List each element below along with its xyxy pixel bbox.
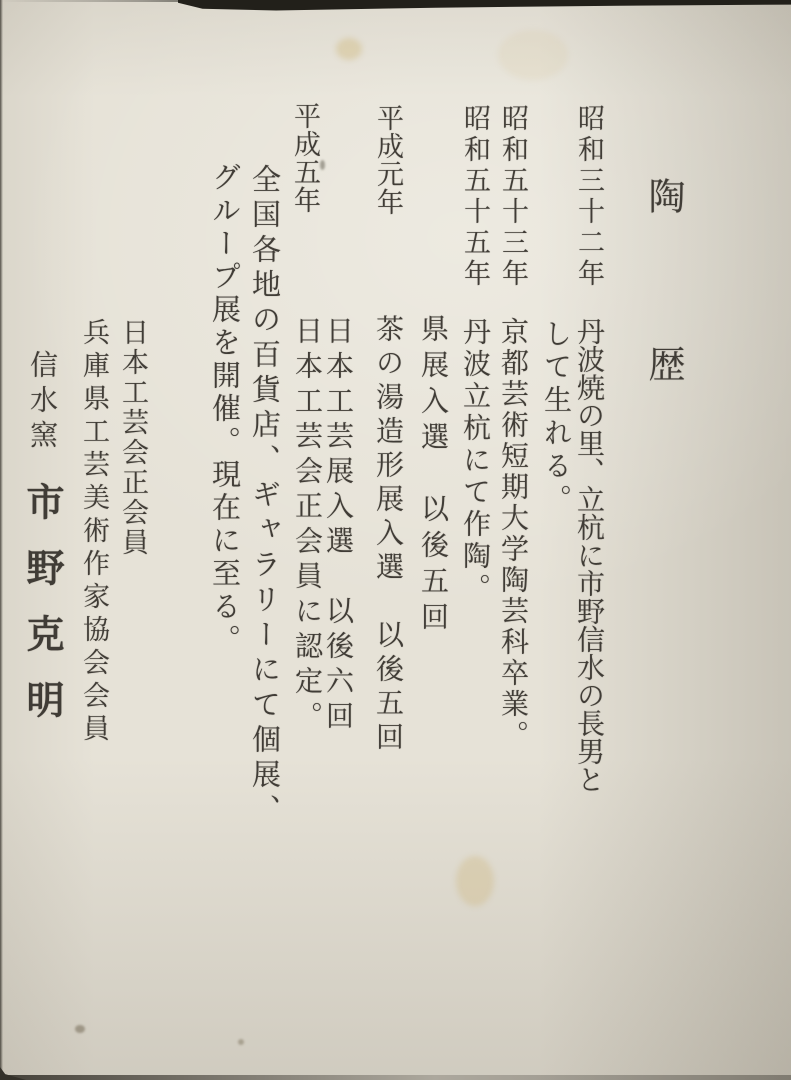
kiln-name: 信水窯	[26, 350, 57, 455]
photo-edge-bottom	[0, 1075, 791, 1080]
paper-stain	[336, 38, 362, 60]
entry-line: 丹波焼の里、立杭に市野信水の長男と	[573, 317, 604, 793]
page-title: 陶 歴	[642, 177, 683, 429]
paper-speck	[238, 1039, 244, 1045]
entry-year-showa53: 昭和五十三年	[498, 104, 528, 290]
entry-line: して生れる。	[540, 319, 571, 517]
paper-speck	[320, 160, 325, 170]
entry-line: 日本工芸会正会員に認定。	[291, 316, 322, 736]
paper-speck	[75, 1025, 85, 1033]
affiliation-line: 兵庫県工芸美術作家協会会員	[79, 318, 109, 747]
photo-edge-left	[0, 0, 3, 1080]
entry-line: 京都芸術短期大学陶芸科卒業。	[497, 317, 528, 751]
entry-line: 県展入選 以後五回	[417, 314, 448, 638]
entry-line: 全国各地の百貨店、ギャラリーにて個展、	[248, 164, 280, 829]
entry-year-heisei5: 平成五年	[290, 102, 320, 214]
affiliation-line: 日本工芸会正会員	[118, 318, 148, 558]
entry-year-heisei1: 平成元年	[373, 104, 403, 216]
entry-line: グループ展を開催。現在に至る。	[208, 162, 240, 657]
entry-year-showa55: 昭和五十五年	[460, 104, 490, 290]
entry-line: 茶の湯造形展入選 以後五回	[372, 314, 403, 756]
entry-line: 日本工芸展入選 以後六回	[322, 316, 353, 736]
paper-stain	[498, 30, 568, 80]
entry-year-showa32: 昭和三十二年	[574, 104, 604, 290]
entry-line: 丹波立杭にて作陶。	[459, 317, 490, 605]
paper-stain	[456, 856, 494, 906]
artist-name: 市野克明	[20, 482, 62, 746]
